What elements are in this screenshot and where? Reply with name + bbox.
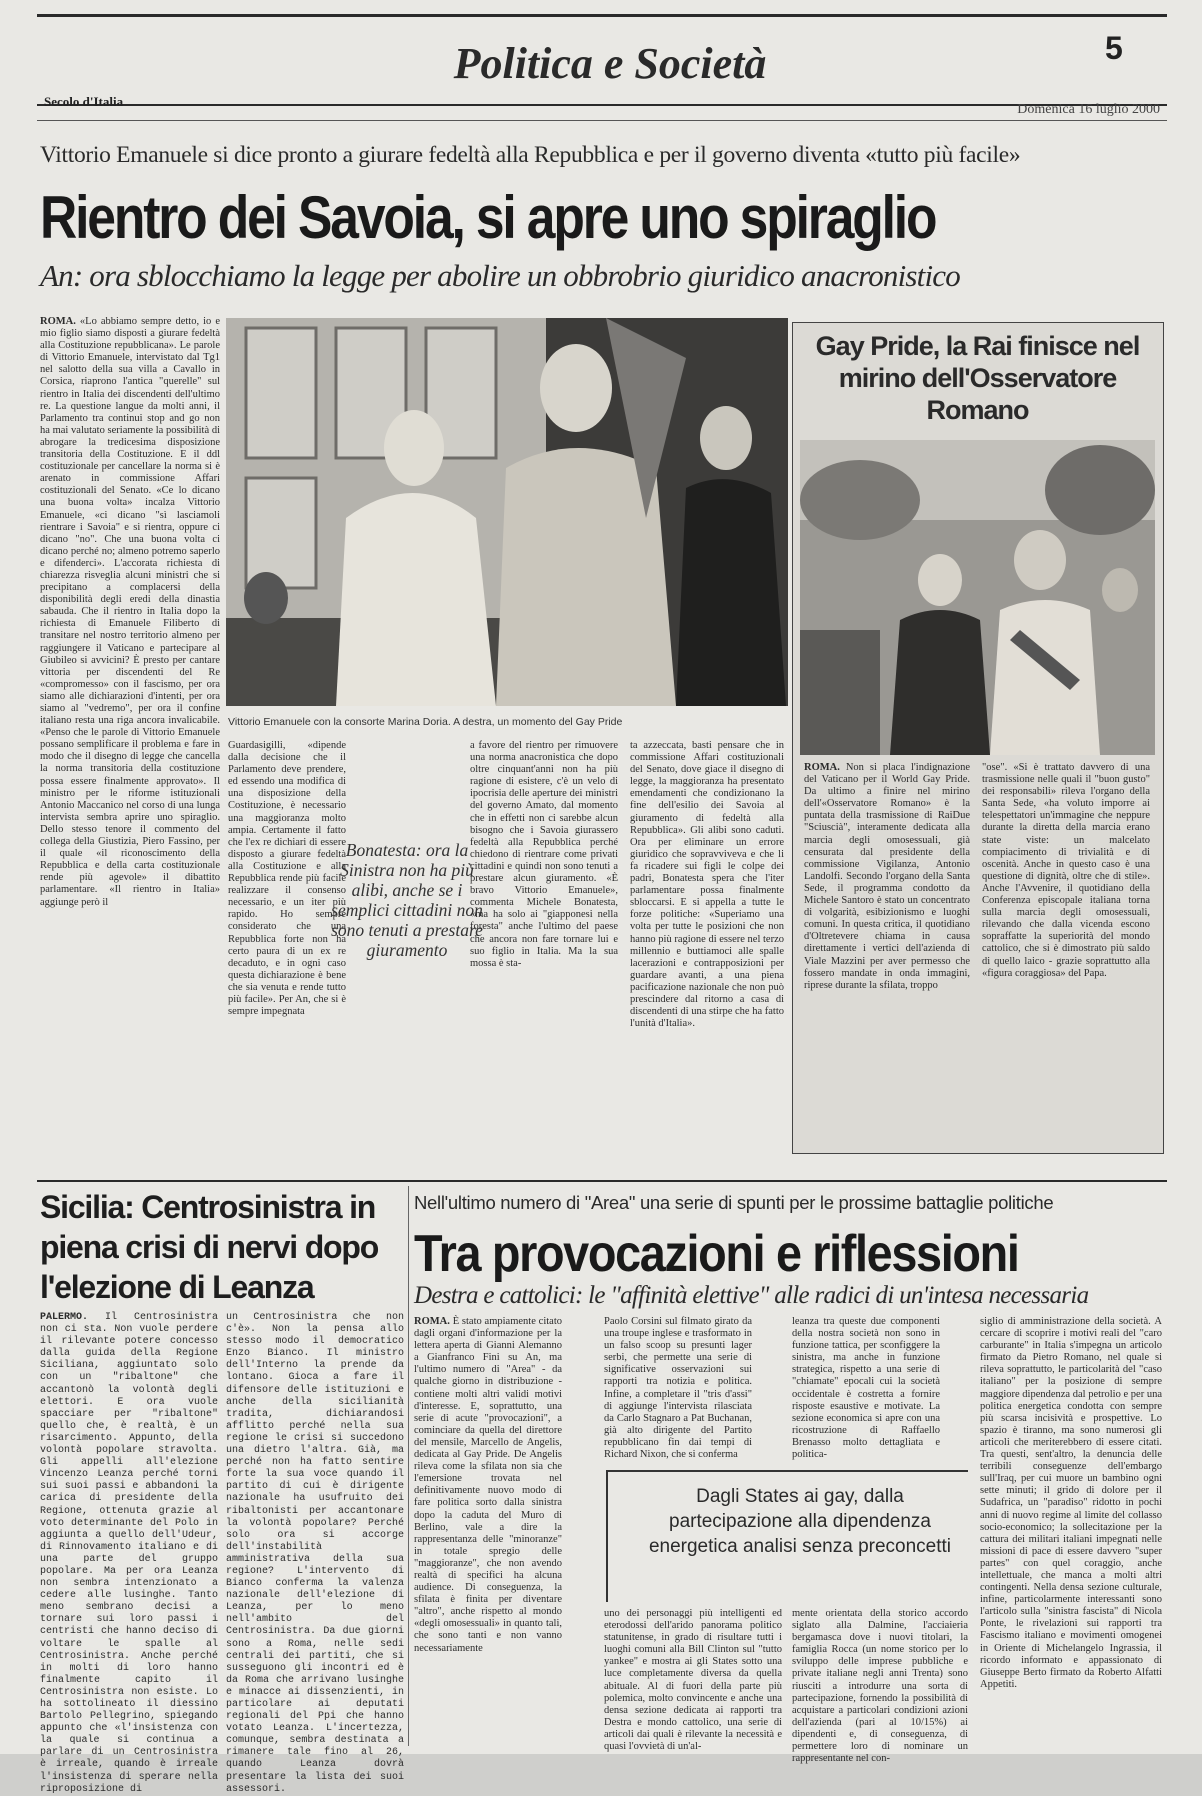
area-column-1b (604, 1608, 782, 1753)
gay-pride-text-2: "ose". «Si è trattato davvero di una trasmissione nelle quali il "buon gusto" dei responsabili» rileva l'organo della Santa Sede, «ha voluto imporre ai telespettatori un'immagine che neppure durante la diretta della marcia erano state viste: un malcelato compiacimento di trivialità e di oscenità. Anche in questo caso è una questione di dignità, oltre che di stile». Anche l'Avvenire, il quotidiano della Conferenza episcopale italiana torna sulla marcia degli omosessuali, rilevando che dalla vicenda escono sopraffatte la superiorità del mondo cattolico, che si è dimostrato più saldo di quello laico - grazie soprattutto alla «figura coraggiosa» del Papa. (982, 762, 1150, 979)
masthead-rule-2 (37, 120, 1167, 121)
sicilia-text-1: Il Centrosinistra non ci sta. Non vuole perdere il rilevante potere concesso dalla guida della Regione Siciliana, aggiuntato solo con un "ribaltone" che accantonò la volontà degli elettori. E ora vuole spacciare per "ribaltone" quello che, è realtà, è un risarcimento. Appunto, della volontà popolare stravolta. Gli appelli all'elezione Vincenzo Leanza perché torni sui suoi passi e abbandoni la carica di presidente della Regione, ottenuta grazie al voto determinante del Polo in aggiunta a quello dell'Udeur, di Rinnovamento italiano e di una parte del gruppo popolare. Ma per ora Leanza non sembra intenzionato a cedere alle lusinghe. Tanto meno sembrano decisi a tornare sui loro passi i centristi che hanno deciso di voltare le spalle al Centrosinistra. Anche perché in molti di loro hanno finalmente capito il Centrosinistra non esiste. Lo ha sottolineato il diessino Bartolo Pellegrino, spiegando appunto che «l'insistenza con la quale si continua a parlare di un Centrosinistra è irreale, quando è irreale l'insistenza di sperare nella riproposizione di (40, 1312, 218, 1795)
lead-headline: Rientro dei Savoia, si apre uno spiraglio (40, 184, 936, 251)
lead-text-4: ta azzeccata, basti pensare che in commissione Affari costituzionali del Senato, dove giace il disegno di legge, la maggioranza ha presentato emendamenti che condizionano la fine dell'esilio dei Savoia al giuramento di fedeltà alla Repubblica». Gli alibi sono caduti. Ora per eliminare un errore giuridico che sopravviveva e che li fa ricadere sui figli le colpe dei padri, Bonatesta spera che l'iter parlamentare possa finalmente sbloccarsi. E si appella a tutte le forze politiche: «Superiamo una volta per tutte le posizioni che non hanno più ragione di essere nel terzo millennio e buttiamoci alle spalle lacerazioni e contrapposizioni per guardare avanti, a una piena pacificazione nazionale che non può prescindere dal ritorno a casa di discendenti di una stirpe che ha fatto l'unità d'Italia». (630, 740, 784, 1030)
top-rule (37, 14, 1167, 17)
sicilia-column-1 (40, 1312, 218, 1795)
lead-column-4 (630, 740, 784, 1170)
area-column-4 (792, 1608, 968, 1765)
lead-text-1: «Lo abbiamo sempre detto, io e mio figlio siamo disposti a giurare fedeltà alla Costituzione repubblicana». Le parole di Vittorio Emanuele, intervistato dal Tg1 nel salotto della sua villa a Cavallo in Corsica, riaprono l'antica "querelle" sul rientro in Italia dei discendenti dell'ultimo re. La questione langue da molti anni, il Parlamento tra continui stop and go non ha mai valutato seriamente la possibilità di abrogare la tredicesima disposizione transitoria della Costituzione. E il ddl costituzionale per cancellare la norma si è arenato in commissione Affari costituzionali del Senato. «Ce lo dicano una buona volta» incalza Vittorio Emanuele, «ci dicano "sì lasciamoli rientrare i Savoia" e si rientra, oppure ci dicano "no". Che una buona volta ci dicano perché no; almeno potremo saperlo e difenderci». L'accorata richiesta di chiarezza risveglia alcuni ministri che si precipitano a complacersi della disponibilità degli eredi della dinastia sabauda. Che il rientro in Italia dopo la richiesta di Emanuele Filiberto di transitare nel nostro territorio almeno per raggiungere il Vaticano e partecipare al Giubileo si avvicini? È presto per cantare vittoria per discendenti del Re «compromesso» con il fascismo, per ora siamo alle dichiarazioni d'intenti, per ora siamo al "vedremo", per ora il confine italiano resta una riga ancora invalicabile. «Penso che le parole di Vittorio Emanuele possano semplificare il problema e fare in modo che il disegno di legge che cancella la norma transitoria della costituzione possa essere finalmente approvato». Il ministro per le riforme istituzionali Antonio Maccanico nel corso di una lunga intervista sembra aprire uno spiraglio. Dello stesso tenore il commento del collega della Giustizia, Piero Fassino, per il quale «il riconoscimento della Repubblica e della carta costituzionale rende più agevole» il dibattito parlamentare. «Il rientro in Italia» aggiunge però il (40, 316, 220, 908)
lead-kicker: Vittorio Emanuele si dice pronto a giurare fedeltà alla Repubblica e per il governo diventa «tutto più facile» (40, 142, 1021, 168)
issue-date: Domenica 16 luglio 2000 (1017, 102, 1160, 117)
pull-quote: Bonatesta: ora la Sinistra non ha più alibi, anche se i semplici cittadini non sono tenuti a prestare giuramento (331, 840, 483, 960)
area-column-5 (980, 1316, 1162, 1748)
section-title: Politica e Società (453, 39, 767, 88)
area-text-4: mente orientata della storico accordo siglato alla Dalmine, l'acciaieria bergamasca dove i nuovi titolari, la famiglia Rocca (un nome storico per lo sviluppo delle imprese pubbliche e private italiane negli anni Trenta) sono riusciti a introdurre una sorta di partecipazione, fornendo la possibilità di acquistare a particolari condizioni azioni dell'azienda (pari al 10/15%) ai dipendenti e, di conseguenza, di permettere loro di nominare un rappresentante nel con- (792, 1608, 968, 1765)
gay-pride-photo-image (800, 440, 1155, 755)
area-column-2 (604, 1316, 752, 1466)
area-text-1b: uno dei personaggi più intelligenti ed eterodossi dell'arido panorama politico statunitense, in grado di risultare tutti i luoghi comuni alla Bill Clinton sul "tutto yankee" e mostra ai gli States sotto una luce completamente diversa da quella abituale. Al di fuori della parte più polemica, molto convincente e anche una densa sezione dedicata ai rapporti tra Destra e mondo cattolico, una serie di articoli dai quali è rilevante la necessità e quasi l'ovvietà di un'al- (604, 1608, 782, 1753)
sicilia-text-2: un Centrosinistra che non c'è». Non la pensa allo stesso modo il democratico Enzo Bianco. Il ministro dell'Interno la prende da lontano. Gioca a fare il difensore delle istituzioni e anche della sicilianità tradita, dichiarandosi afflitto perché nella sua regione le crisi si succedono una dietro l'altra. Già, ma perché non ha fatto sentire forte la sua voce quando il partito di cui è dirigente nazionale ha usufruito dei ribaltonisti per accantonare la volontà popolare? Perché solo ora si accorge dell'instabilità amministrativa della sua regione? L'intervento di Bianco conferma la valenza nazionale dell'elezione di Leanza, per lo meno nell'ambito del Centrosinistra. Da due giorni sono a Roma, nelle sedi centrali dei partiti, che si susseguono gli incontri ed è da Roma che arrivano lusinghe e minacce ai dissenzienti, in particolare ai deputati regionali del Ppi che hanno votato Leanza. L'incertezza, comunque, sembra destinata a rimanere tale fino al 26, quando Leanza dovrà presentare la lista dei suoi assessori. (226, 1312, 404, 1795)
gay-pride-headline: Gay Pride, la Rai finisce nel mirino dell'Osservatore Romano (815, 331, 1140, 425)
gay-pride-dateline: ROMA. (804, 762, 840, 773)
lead-text-2: Guardasigilli, «dipende dalla decisione che il Parlamento deve prendere, ed essendo una modifica di una disposizione della Costituzione, è necessario una maggioranza molto ampia. Certamente il fatto che l'ex re dichiari di essere disposto a giurare fedeltà alla Costituzione e alla Repubblica rende più facile realizzare il consenso necessario, e un iter più rapido. Ho sempre considerato che una Repubblica forte non ha certo paura di un ex re decaduto, e in ogni caso questa dichiarazione è bene che sia venuta e rende tutto più facile». Per An, che si è sempre impegnata (228, 740, 346, 1018)
lead-column-3 (470, 740, 618, 1170)
area-kicker: Nell'ultimo numero di "Area" una serie di spunti per le prossime battaglie politiche (414, 1192, 1054, 1213)
page-number: 5 (1105, 30, 1123, 66)
area-text-5: siglio di amministrazione della società. A cercare di scoprire i motivi reali del "caro carburante" in Italia s'impegna un articolo firmato da Pietro Romano, nel quale si rileva soprattutto, le particolarità del "caso italiano" per la posizione di sempre maggiore dipendenza dal petrolio e per una politica energetica condotta con sempre più scarsa incisività e prospettive. Lo spazio è tiranno, ma sono numerosi gli articoli che meriterebbero di essere citati. Tra questi, sent'altro, la denuncia delle terribili conseguenze dell'embargo sull'Iraq, per cui muore un bambino ogni sette minuti; il grido di dolore per il Sudafrica, un "paradiso" ridotto in pochi anni di nuovo regime al limite del collasso socio-economico; la sollecitazione per la cattura dei militari italiani impegnati nelle missioni di pace di essere davvero "super partes" con quel coraggio, anche intellettuale, che manca a molti altri contingenti. Nella densa sezione culturale, infine, particolarmente interessanti sono l'articolo sulla "sinistra fascista" di Nicola Ponte, le rivelazioni sui rapporti tra Fascismo italiano e movimenti omogenei in Oriente di Michelangelo Ingrassia, il ricordo informato e appassionato di Giuseppe Berto firmato da Roberto Alfatti Appetiti. (980, 1316, 1162, 1690)
paper-name: Secolo d'Italia (44, 94, 124, 109)
gay-pride-column-2 (982, 762, 1150, 1150)
area-subheadline: Destra e cattolici: le "affinità elettive" alle radici di un'intesa necessaria (414, 1282, 1089, 1309)
savoia-photo-image (226, 318, 788, 706)
savoia-photo (226, 318, 788, 706)
area-text-1: È stato ampiamente citato dagli organi d'informazione per la lettera aperta di Gianni Alemanno a Gianfranco Fini su An, ma l'ultimo numero di "Area" - da qualche giorno in distribuzione - contiene molti altri validi motivi d'interesse. E, soprattutto, una serie di acute "provocazioni", a cominciare da quella del direttore del mensile, Marcello de Angelis, dedicata al Gay Pride. De Angelis rileva come la sfilata non sia che l'emersione trovata nel definitivamente nuovo modo di fare politica sorto dalla sinistra dopo la caduta del Muro di Berlino, vale a dire la rappresentanza delle "minoranze" in totale spregio delle "maggioranze", che non avendo realtà di specifici ha alcuna audience. Di conseguenza, la sfilata è finita per diventare "altro", anche rispetto al mondo «degli omosessuali» in quanto tali, che sono tanti e non vanno necessariamente (414, 1316, 562, 1654)
photo-caption: Vittorio Emanuele con la consorte Marina Doria. A destra, un momento del Gay Pride (228, 716, 623, 728)
lead-subheadline: An: ora sblocchiamo la legge per abolire un obbrobrio giuridico anacronistico (40, 258, 960, 293)
area-text-2: Paolo Corsini sul filmato girato da una troupe inglese e trasformato in un falso scoop su presunti lager serbi, che permette una serie di significative osservazioni sui rapporti tra notizia e politica. Infine, a completare il "tris d'assi" di aggiunge l'intervista rilasciata da Carlo Stagnaro a Pat Buchanan, già alto dirigente del Partito repubblicano fin dai tempi di Richard Nixon, che si conferma (604, 1316, 752, 1461)
gay-pride-column-1 (804, 762, 970, 1150)
lead-column-1 (40, 316, 220, 1151)
sicilia-headline: Sicilia: Centrosinistra in piena crisi di nervi dopo l'elezione di Leanza (40, 1189, 379, 1305)
area-deck-headline: Dagli States ai gay, dalla partecipazione alla dipendenza energetica analisi senza preconcetti (648, 1486, 952, 1557)
lead-dateline: ROMA. (40, 316, 76, 327)
area-headline: Tra provocazioni e riflessioni (414, 1225, 1019, 1283)
lead-text-3: a favore del rientro per rimuovere una norma anacronistica che dopo oltre cinquant'anni non ha più ragione di esistere, c'è un velo di ipocrisia delle aperture dei ministri del governo Amato, dal momento che in effetti non ci sarebbe alcun bisogno che i Savoia giurassero fedeltà alla Repubblica perché chiedono di rientrare come privati cittadini e quindi non sono tenuti a prestare alcun giuramento. «È bravo Vittorio Emanuele», commenta Michele Bonatesta, «ma ha solo ai "giapponesi nella foresta" anche l'ultimo del paese che ancora non fare tornare lui e suo figlio in Italia. Ma la sua mossa è sta- (470, 740, 618, 969)
gay-pride-text-1: Non si placa l'indignazione del Vaticano per il World Gay Pride. Da ultimo a finire nel mirino dell'«Osservatore Romano» è la puntata della trasmissione di RaiDue "Sciuscià", interamente dedicata alla marcia degli omosessuali, già censurata dal presidente della commissione Vigilanza, Antonio Landolfi. Secondo l'organo della Santa Sede, il programma condotto da Michele Santoro è stato un concentrato di volgarità, esibizionismo e luoghi comuni. In questa critica, il quotidiano d'Oltretevere chiama in causa direttamente i vertici dell'azienda di Viale Mazzini per aver permesso che fossero mandate in onda immagini, riprese durante la sfilata, troppo (804, 762, 971, 991)
area-column-1 (414, 1316, 562, 1748)
section-rule (37, 1180, 1167, 1182)
area-text-3: leanza tra queste due componenti della nostra società non sono in funzione tattica, per sconfiggere la sinistra, ma anche in funzione strategica, rispetto a una serie di "chiamate" epocali cui la società occidentale è costretta a fornire risposte esaustive e motivate. La sezione economica si apre con una ricostruzione di Raffaello Brenasso molto dettagliata e politica- (792, 1316, 940, 1461)
gay-pride-photo (800, 440, 1155, 755)
area-column-3 (792, 1316, 940, 1466)
sicilia-column-2 (226, 1312, 404, 1795)
sicilia-dateline: PALERMO. (40, 1312, 89, 1323)
area-dateline: ROMA. (414, 1316, 450, 1327)
vertical-divider (408, 1186, 409, 1746)
